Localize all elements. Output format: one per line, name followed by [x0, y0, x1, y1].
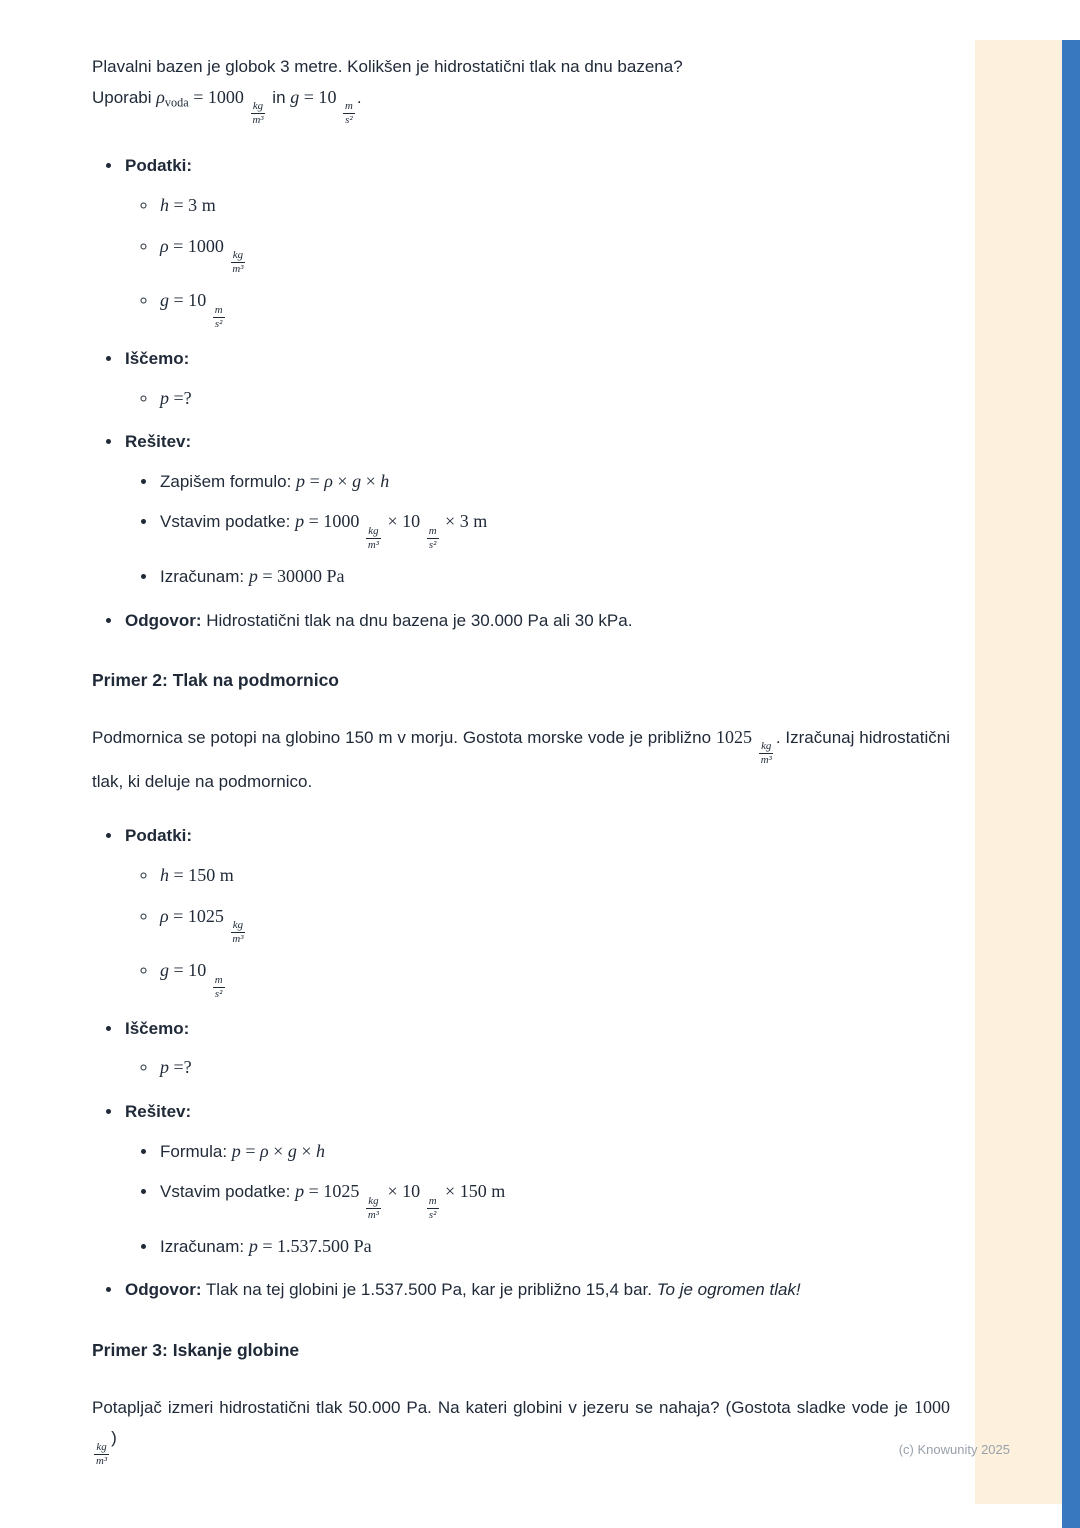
example3-problem-text: Potapljač izmeri hidrostatični tlak 50.000 Pa. Na kateri globini v jezeru se nahaja? (Gostota sladke vode je 1000 $\frac{kg}{\text{m³}}$ ) — [92, 1396, 950, 1467]
list-item: ◦ ρ = 1025 $\frac{kg}{\text{m³}}$ — [158, 901, 950, 947]
podatki-label: Podatki: — [125, 826, 193, 846]
example1-problem-text: Plavalni bazen je globok 3 metre. Kolikšen je hidrostatični tlak na dnu bazena? Uporabi $\rho_{voda} = 1000$ $\frac{kg}{\text{m³}}$ in g = 10 $\frac{m}{\text{s²}}$ . — [92, 57, 683, 127]
math-fraction: $\frac{kg}{\text{m³}}$ — [96, 1440, 108, 1467]
list-item: ◦ g = 10 $\frac{m}{\text{s²}}$ — [158, 955, 950, 1001]
list-item: ◦ p =? — [158, 383, 950, 415]
example2-heading: Primer 2: Tlak na podmornico — [92, 670, 339, 691]
list-item: ◦ p =? — [158, 1052, 950, 1084]
list-item-odgovor: • Odgovor: Tlak na tej globini je 1.537.500 Pa, kar je približno 15,4 bar. To je ogromen tlak! — [123, 1275, 950, 1305]
list-item-odgovor: • Odgovor: Hidrostatični tlak na dnu bazena je 30.000 Pa ali 30 kPa. — [123, 606, 950, 636]
list-item: • Izračunam: p = 1.537.500 Pa — [158, 1231, 950, 1263]
list-item-iscemo — [123, 344, 950, 414]
example3-heading: Primer 3: Iskanje globine — [92, 1340, 300, 1361]
list-item: ◦ ρ = 1000 $\frac{kg}{\text{m³}}$ — [158, 231, 950, 277]
list-item: • Izračunam: p = 30000 Pa — [158, 561, 950, 593]
math-fraction: $\frac{kg}{\text{m³}}$ — [232, 919, 244, 946]
example2-problem-text: Podmornica se potopi na globino 150 m v morju. Gostota morske vode je približno 1025 $\frac{kg}{\text{m³}}$ . Izračunaj hidrostatični tlak, ki deluje na podmornico. — [92, 726, 950, 792]
list-item: • Vstavim podatke: p = 1000 $\frac{kg}{\text{m³}}$ × 10 $\frac{m}{\text{s²}}$ × 3 m — [158, 506, 950, 552]
math-fraction: $\frac{kg}{\text{m³}}$ — [232, 249, 244, 276]
list-item: ◦ g = 10 $\frac{m}{\text{s²}}$ — [158, 285, 950, 331]
iscemo-label: Iščemo: — [125, 1018, 190, 1038]
math-fraction: $\frac{m}{\text{s²}}$ — [214, 973, 223, 1000]
math-fraction: $\frac{m}{\text{s²}}$ — [428, 524, 437, 551]
example1-solution-steps — [125, 466, 950, 593]
podatki-label: Podatki: — [125, 156, 193, 176]
list-item: ◦ h = 3 m — [158, 190, 950, 222]
copyright-footer: (c) Knowunity 2025 — [898, 1442, 1010, 1458]
example1-unknown-sublist — [125, 383, 950, 415]
example2-solution-list — [92, 821, 950, 1305]
list-item-resitev — [123, 427, 950, 592]
list-item-podatki — [123, 821, 950, 1000]
example2-data-sublist — [125, 860, 950, 1001]
list-item: ◦ h = 150 m — [158, 860, 950, 892]
list-item-podatki — [123, 151, 950, 330]
math-fraction: $\frac{m}{\text{s²}}$ — [344, 100, 353, 127]
iscemo-label: Iščemo: — [125, 348, 190, 368]
example1-solution-list — [92, 151, 950, 635]
math-fraction: $\frac{kg}{\text{m³}}$ — [252, 100, 264, 127]
resitev-label: Rešitev: — [125, 1101, 192, 1121]
example1-data-sublist — [125, 190, 950, 331]
list-item: • Zapišem formulo: p = ρ × g × h — [158, 466, 950, 498]
list-item-iscemo — [123, 1014, 950, 1084]
example2-unknown-sublist — [125, 1052, 950, 1084]
math-fraction: $\frac{kg}{\text{m³}}$ — [367, 524, 379, 551]
math-fraction: $\frac{m}{\text{s²}}$ — [214, 303, 223, 330]
math-fraction: $\frac{kg}{\text{m³}}$ — [760, 740, 772, 767]
list-item: • Vstavim podatke: p = 1025 $\frac{kg}{\text{m³}}$ × 10 $\frac{m}{\text{s²}}$ × 150 m — [158, 1176, 950, 1222]
resitev-label: Rešitev: — [125, 432, 192, 452]
math-fraction: $\frac{m}{\text{s²}}$ — [428, 1194, 437, 1221]
list-item: • Formula: p = ρ × g × h — [158, 1136, 950, 1168]
example2-solution-steps — [125, 1136, 950, 1263]
math-fraction: $\frac{kg}{\text{m³}}$ — [367, 1194, 379, 1221]
list-item-resitev — [123, 1097, 950, 1262]
